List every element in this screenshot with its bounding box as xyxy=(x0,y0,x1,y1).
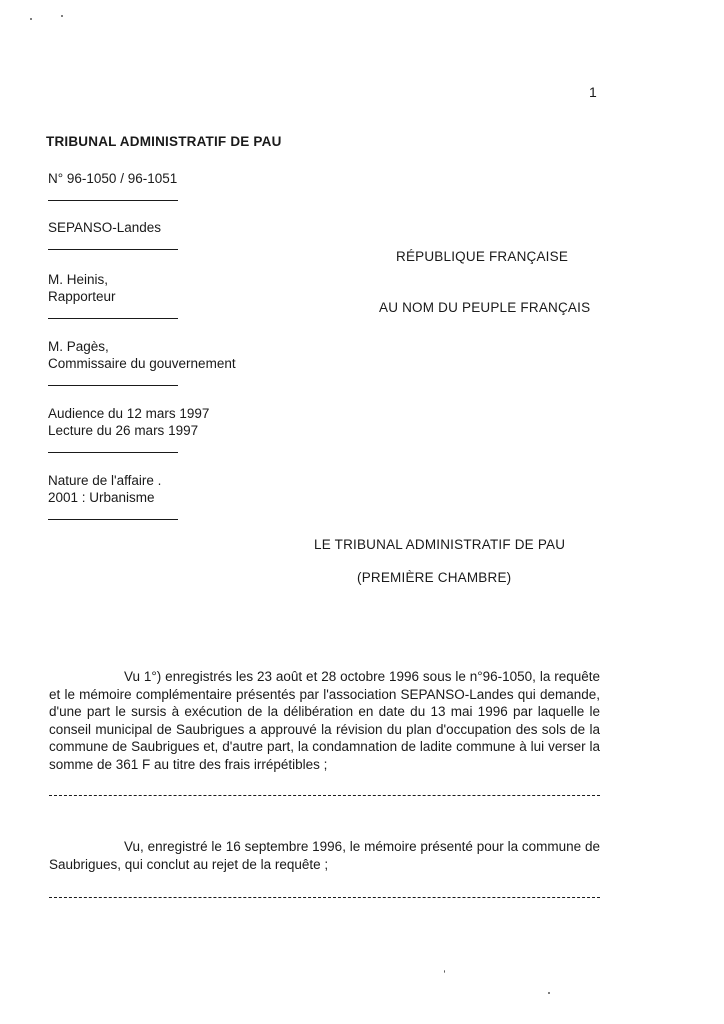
scan-speck xyxy=(30,18,32,20)
tribunal-heading: LE TRIBUNAL ADMINISTRATIF DE PAU xyxy=(314,537,566,552)
court-title: TRIBUNAL ADMINISTRATIF DE PAU xyxy=(46,134,282,149)
lecture-date: Lecture du 26 mars 1997 xyxy=(48,423,199,438)
dashed-separator xyxy=(49,897,600,898)
paragraph-memoire xyxy=(49,838,600,873)
page-number: 1 xyxy=(589,84,597,100)
party-name: SEPANSO-Landes xyxy=(48,220,162,235)
separator-rule xyxy=(48,385,178,386)
nature-label: Nature de l'affaire . xyxy=(48,473,162,488)
case-number: N° 96-1050 / 96-1051 xyxy=(48,171,178,186)
scan-speck xyxy=(444,970,445,973)
commissaire-role: Commissaire du gouvernement xyxy=(48,356,236,371)
audience-date: Audience du 12 mars 1997 xyxy=(48,406,210,421)
separator-rule xyxy=(48,452,178,453)
dashed-separator xyxy=(49,795,600,796)
separator-rule xyxy=(48,200,178,201)
people-heading: AU NOM DU PEUPLE FRANÇAIS xyxy=(379,300,591,315)
separator-rule xyxy=(48,519,178,520)
chamber-heading: (PREMIÈRE CHAMBRE) xyxy=(357,570,512,585)
paragraph-text: Vu 1°) enregistrés les 23 août et 28 octobre 1996 sous le n°96-1050, la requête et le mémoire complémentaire présentés par l'association SEPANSO-Landes qui demande, d'une part le sursis à exécution de la délibération en date du 13 mai 1996 par laquelle le conseil municipal de Saubrigues a approuvé la révision du plan d'occupation des sols de la commune de Saubrigues et, d'autre part, la condamnation de ladite commune à lui verser la somme de 361 F au titre des frais irrépétibles ; xyxy=(49,669,600,772)
rapporteur-name: M. Heinis, xyxy=(48,272,109,287)
separator-rule xyxy=(48,318,178,319)
republic-heading: RÉPUBLIQUE FRANÇAISE xyxy=(396,249,569,264)
rapporteur-role: Rapporteur xyxy=(48,289,116,304)
scan-speck xyxy=(548,992,550,994)
separator-rule xyxy=(48,249,178,250)
paragraph-text: Vu, enregistré le 16 septembre 1996, le mémoire présenté pour la commune de Saubrigues, qui conclut au rejet de la requête ; xyxy=(49,839,600,872)
paragraph-requete xyxy=(49,668,600,773)
scan-speck xyxy=(61,15,63,17)
commissaire-name: M. Pagès, xyxy=(48,339,109,354)
nature-value: 2001 : Urbanisme xyxy=(48,490,155,505)
